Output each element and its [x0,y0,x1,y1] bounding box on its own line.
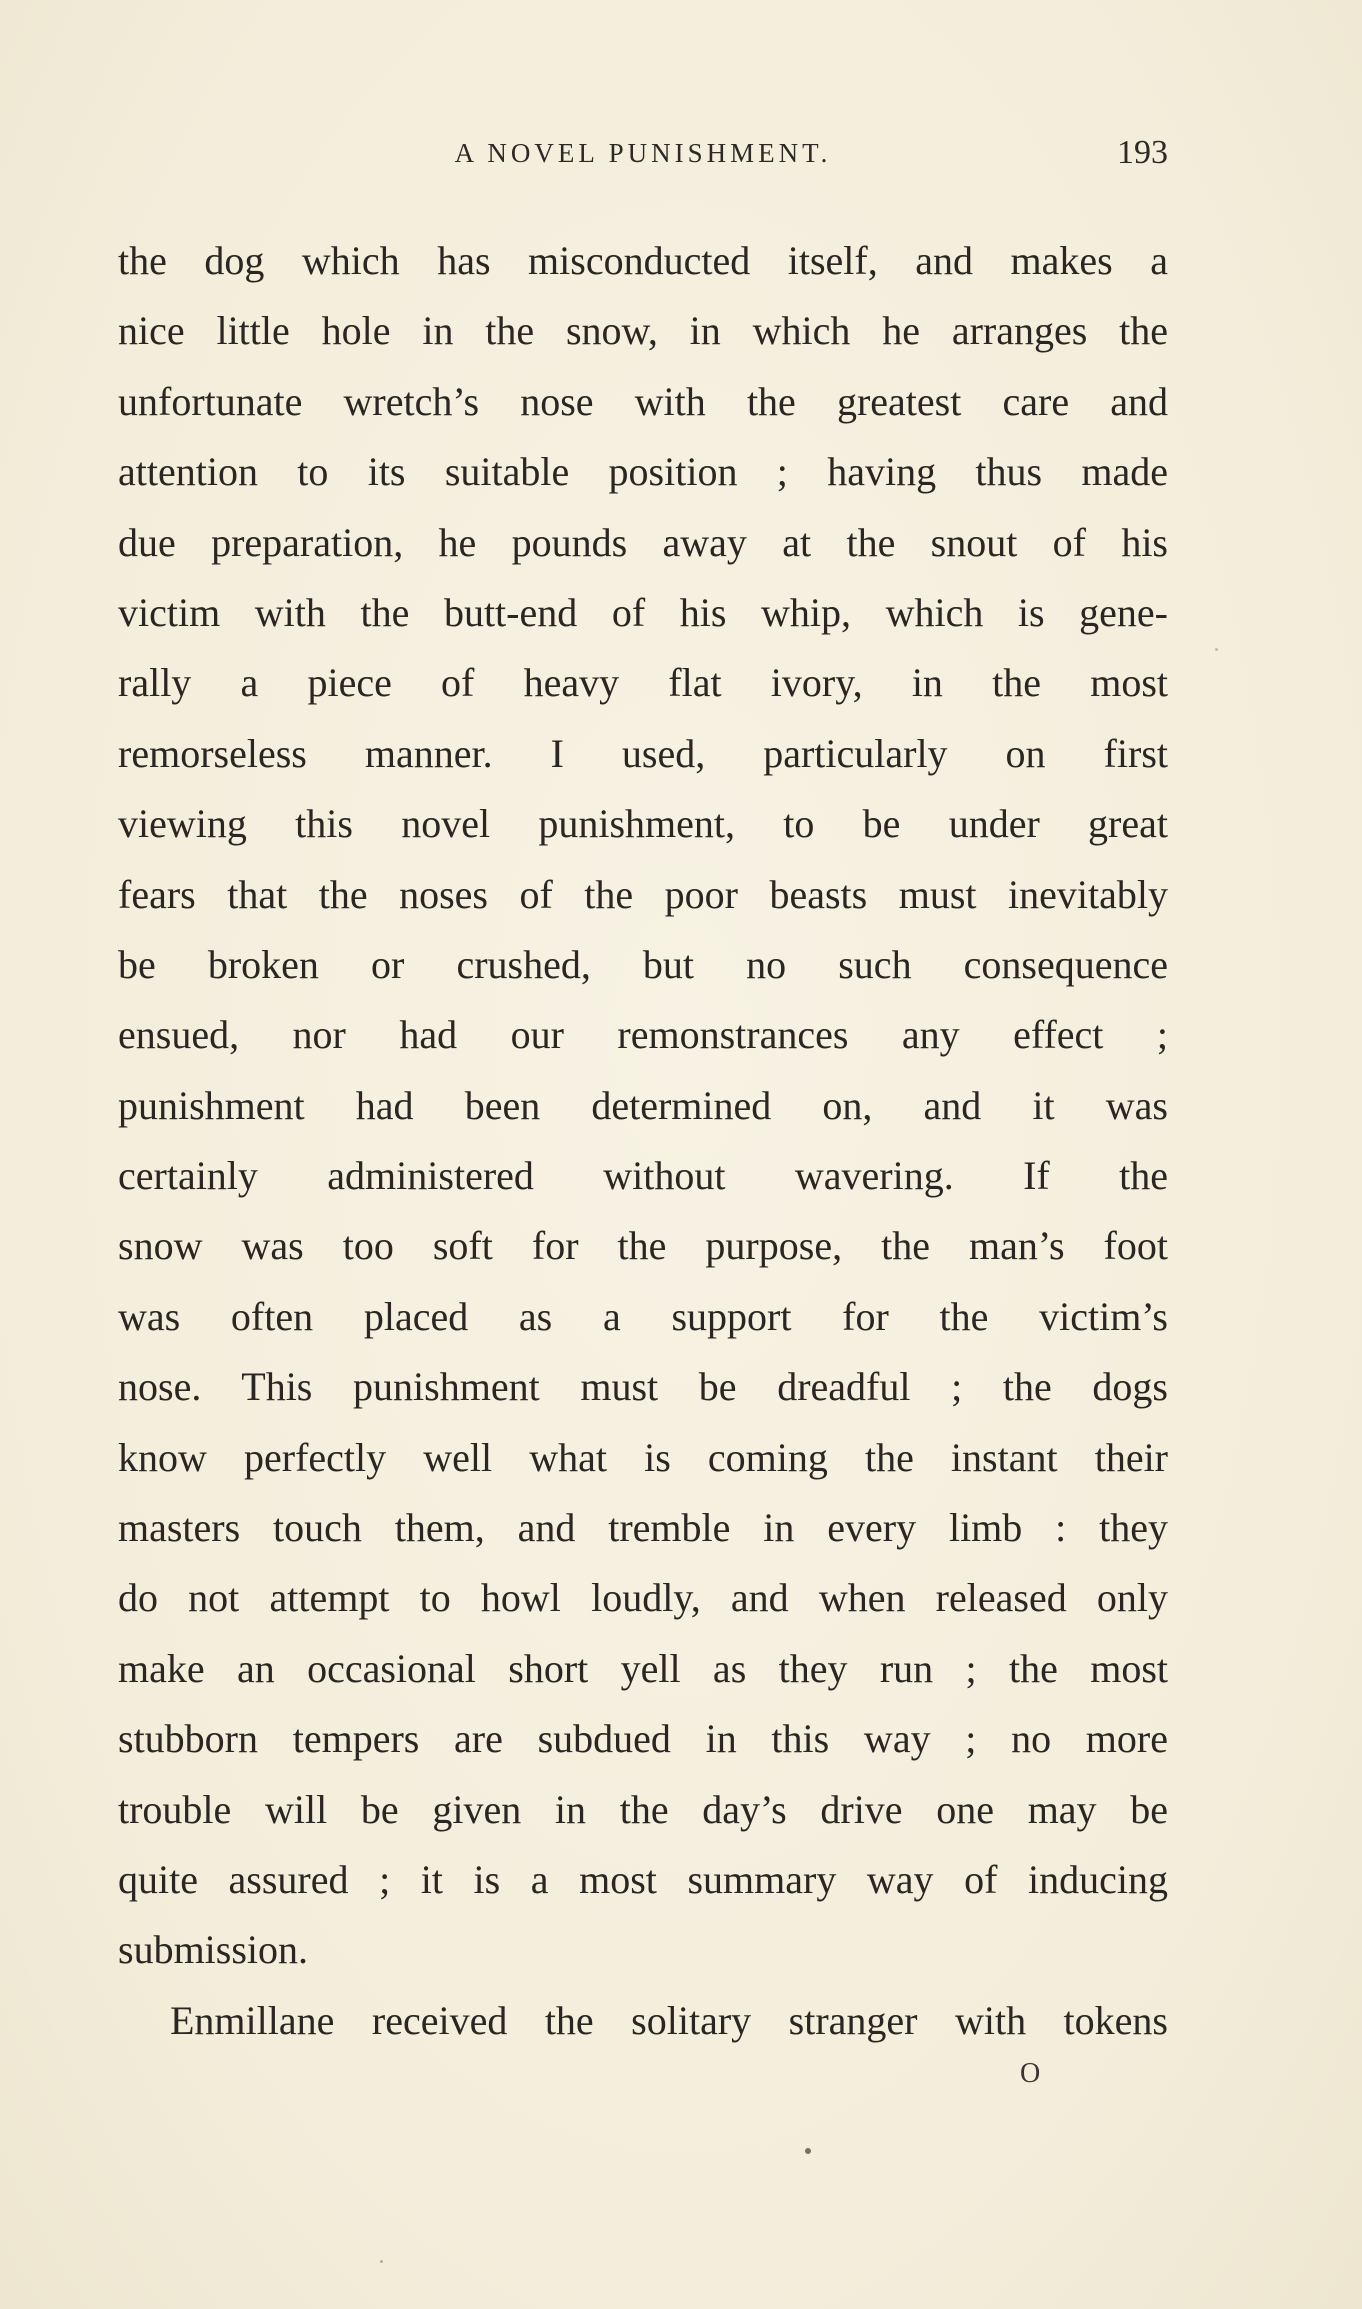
text-line: due preparation, he pounds away at the snout of his [118,519,1168,565]
paper-speck [805,2148,811,2154]
text-line: nice little hole in the snow, in which he arranges the [118,308,1168,354]
body-text [118,226,1168,2056]
paragraph-start-line: Enmillane received the solitary stranger with tokens [170,1997,1168,2043]
text-line: the dog which has misconducted itself, and makes a [118,238,1168,283]
text-line: remorseless manner. I used, particularly on first [118,730,1168,776]
running-title: A NOVEL PUNISHMENT. [454,138,832,168]
text-line: was often placed as a support for the victim’s [118,1293,1168,1339]
text-line: punishment had been determined on, and it was [118,1082,1168,1128]
running-head [118,134,1168,182]
text-line: ensued, nor had our remonstrances any effect ; [118,1012,1168,1058]
text-line: trouble will be given in the day’s drive one may be [118,1786,1168,1832]
text-line: nose. This punishment must be dreadful ; the dogs [118,1364,1168,1410]
signature-mark: O [1020,2058,1041,2089]
text-line: stubborn tempers are subdued in this way ; no more [118,1716,1168,1762]
text-line: fears that the noses of the poor beasts must inevitably [118,871,1168,917]
text-line: masters touch them, and tremble in every limb : they [118,1505,1168,1551]
text-line: do not attempt to howl loudly, and when released only [118,1575,1168,1621]
text-line: victim with the butt-end of his whip, which is gene- [118,589,1168,635]
text-line: snow was too soft for the purpose, the man’s foot [118,1223,1168,1269]
paragraph-end-line: submission. [118,1927,309,1973]
text-line: quite assured ; it is a most summary way of inducing [118,1856,1168,1902]
text-line: make an occasional short yell as they run ; the most [118,1645,1168,1691]
text-line: be broken or crushed, but no such consequence [118,941,1168,987]
paper-speck [1215,648,1218,651]
text-line: certainly administered without wavering. If the [118,1153,1168,1199]
text-line: know perfectly well what is coming the instant their [118,1434,1168,1480]
text-line: unfortunate wretch’s nose with the greatest care and [118,378,1168,424]
text-line: viewing this novel punishment, to be under great [118,801,1168,847]
text-line: rally a piece of heavy flat ivory, in the most [118,660,1168,706]
text-line: attention to its suitable position ; having thus made [118,449,1168,495]
paper-speck [380,2260,383,2263]
page-number: 193 [1117,134,1168,171]
